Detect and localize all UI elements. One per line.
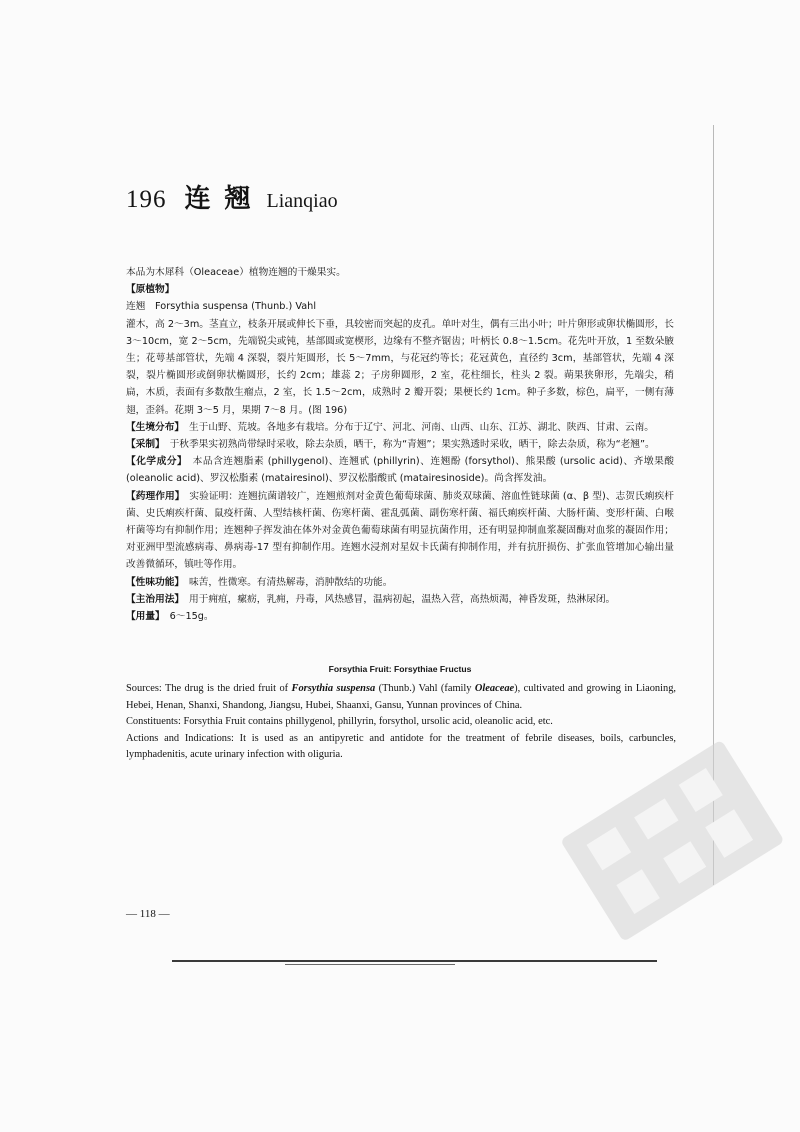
english-title: Forsythia Fruit: Forsythiae Fructus [328,664,472,674]
plant-name: 连翘 Forsythia suspensa (Thunb.) Vahl [126,301,317,313]
section-label-chemistry: 【化学成分】 [126,456,183,468]
chinese-monograph [126,264,674,625]
section-label-pharmacology: 【药理作用】 [126,490,180,502]
english-actions: Actions and Indications: It is used as an antipyretic and antidote for the treatment of febrile diseases, boils, carbuncles, lymphadenitis, acute urinary infection with oliguria. [126,732,676,761]
plant-description: 灌木，高 2～3m。茎直立，枝条开展或伸长下垂，具较密而突起的皮孔。单叶对生，偶有三出小叶；叶片卵形或卵状椭圆形，长 3～10cm，宽 2～5cm，先端锐尖或钝，基部圆或宽楔形，边缘有不整齐锯齿；叶柄长 0.8～1.5cm。花先叶开放，1 至数朵腋生；花萼基部管状，先端 4 深裂，裂片矩圆形，长 5～7mm，与花冠约等长；花冠黄色，直径约 3cm，基部管状，先端 4 深裂，裂片椭圆形或倒卵状椭圆形，长约 2cm；雄蕊 2；子房卵圆形，2 室，花柱细长，柱头 2 裂。蒴果狭卵形，先端尖，稍扁，木质，表面有多数散生瘤点，2 室，长 1.5～2cm，成熟时 2 瓣开裂；果梗长约 1cm。种子多数，棕色，扁平，一侧有薄翅，歪斜。花期 3～5 月，果期 7～8 月。(图 196) [126,318,674,416]
entry-heading [126,178,338,215]
section-label-dose: 【用量】 [126,611,160,623]
nature-text: 味苦，性微寒。有清热解毒，消肿散结的功能。 [188,576,393,588]
section-label-habitat: 【生境分布】 [126,421,180,433]
family-name: Oleaceae [474,683,515,694]
section-label-processing: 【采制】 [126,439,160,451]
habitat-text: 生于山野、荒坡。各地多有栽培。分布于辽宁、河北、河南、山西、山东、江苏、湖北、陕西、甘肃、云南。 [188,421,654,433]
section-label-plant: 【原植物】 [126,284,175,296]
entry-number: 196 [126,186,167,213]
species-name: Forsythia suspensa [291,683,376,694]
library-seal-watermark [560,740,790,950]
intro-text: 本品为木犀科（Oleaceae）植物连翘的干燥果实。 [126,267,346,278]
usage-text: 用于痈疽，瘰疬，乳痈，丹毒，风热感冒，温病初起，温热入营，高热烦渴，神昏发斑，热淋尿闭。 [188,593,616,605]
sources-lead: Sources: The drug is the dried fruit of [126,683,292,694]
bottom-rule [172,960,657,962]
entry-name-chinese: 连翘 [184,184,265,214]
dose-text: 6～15g。 [169,611,214,623]
page-number: — 118 — [126,908,170,920]
bottom-rule-secondary [285,964,455,965]
sources-mid: (Thunb.) Vahl (family [375,683,475,694]
processing-text: 于秋季果实初熟尚带绿时采收，除去杂质，晒干，称为“青翘”；果实熟透时采收，晒干，除去杂质，称为“老翘”。 [169,439,655,451]
section-label-usage: 【主治用法】 [126,593,180,605]
entry-name-pinyin: Lianqiao [266,190,338,212]
pharmacology-text: 实验证明：连翘抗菌谱较广，连翘煎剂对金黄色葡萄球菌、肺炎双球菌、溶血性链球菌 (α、β 型)、志贺氏痢疾杆菌、史氏痢疾杆菌、鼠疫杆菌、人型结核杆菌、伤寒杆菌、霍乱弧菌、副伤寒杆菌、福氏痢疾杆菌、大肠杆菌、变形杆菌、白喉杆菌等均有抑制作用；连翘种子挥发油在体外对金黄色葡萄球菌有明显抗菌作用，还有明显抑制血浆凝固酶对血浆的凝固作用；对亚洲甲型流感病毒、鼻病毒-17 型有抑制作用。连翘水浸剂对星奴卡氏菌有抑制作用，并有抗肝损伤、扩张血管增加心输出量改善微循环，镇吐等作用。 [126,490,674,571]
english-sources [126,681,676,714]
sources-tail: ), cultivated and growing in Liaoning, Hebei, Henan, Shanxi, Shandong, Jiangsu, Hubei, Shaanxi, Gansu, Yunnan provinces of China. [126,683,676,711]
english-constituents: Constituents: Forsythia Fruit contains phillygenol, phillyrin, forsythol, ursolic acid, oleanolic acid, etc. [126,716,553,728]
section-label-nature: 【性味功能】 [126,576,180,588]
chemistry-text: 本品含连翘脂素 (phillygenol)、连翘甙 (phillyrin)、连翘酚 (forsythol)、熊果酸 (ursolic acid)、齐墩果酸 (oleanolic acid)、罗汉松脂素 (matairesinol)、罗汉松脂酸甙 (matairesinoside)。尚含挥发油。 [126,456,674,485]
